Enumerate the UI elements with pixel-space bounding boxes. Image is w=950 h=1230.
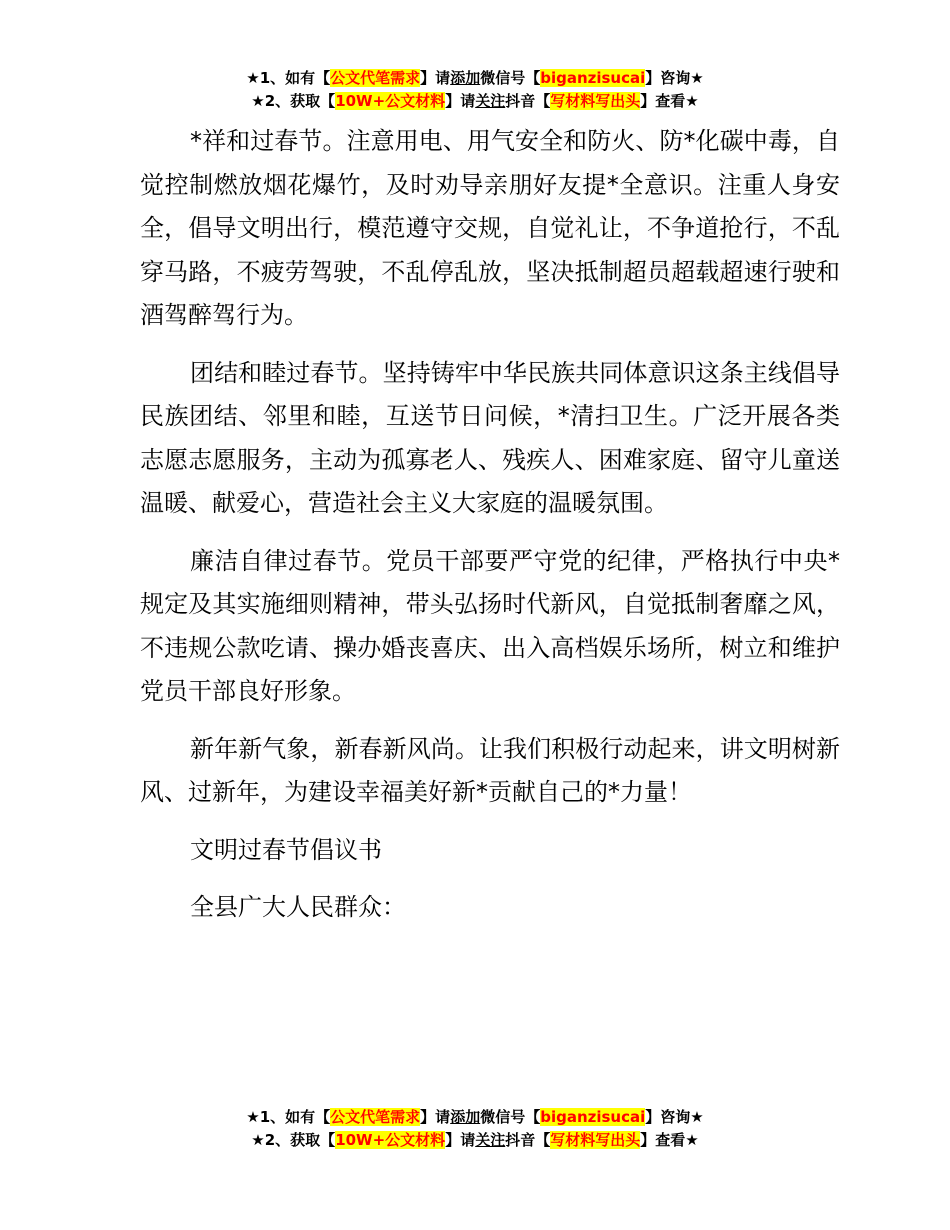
banner-line-1: ★1、如有【公文代笔需求】请添加微信号【biganzisucai】咨询★ (246, 69, 704, 87)
paragraph-closing: 新年新气象，新春新风尚。让我们积极行动起来，讲文明树新风、过新年，为建设幸福美好新*贡献自己的*力量！ (140, 734, 840, 806)
banner-highlight: 公文代笔需求 (330, 1108, 421, 1126)
document-title: 文明过春节倡议书 (190, 835, 382, 864)
banner-highlight: biganzisucai (540, 69, 646, 87)
paragraph-safety: *祥和过春节。注意用电、用气安全和防火、防*化碳中毒，自觉控制燃放烟花爆竹，及时劝导亲朋好友提*全意识。注重人身安全，倡导文明出行，模范遵守交规，自觉礼让，不争道抢行，不乱穿马路，不疲劳驾驶，不乱停乱放，坚决抵制超员超载超速行驶和酒驾醉驾行为。 (140, 127, 840, 329)
paragraph-unity: 团结和睦过春节。坚持铸牢中华民族共同体意识这条主线倡导民族团结、邻里和睦，互送节日问候，*清扫卫生。广泛开展各类志愿志愿服务，主动为孤寡老人、残疾人、困难家庭、留守儿童送温暖、献爱心，营造社会主义大家庭的温暖氛围。 (140, 358, 840, 517)
banner-highlight: 10W+公文材料 (335, 1131, 446, 1149)
footer-banner (0, 1106, 950, 1152)
banner-highlight: biganzisucai (540, 1108, 646, 1126)
banner-line-1: ★1、如有【公文代笔需求】请添加微信号【biganzisucai】咨询★ (246, 1108, 704, 1126)
banner-highlight: 公文代笔需求 (330, 69, 421, 87)
paragraph-integrity: 廉洁自律过春节。党员干部要严守党的纪律，严格执行中央*规定及其实施细则精神，带头弘扬时代新风，自觉抵制奢靡之风，不违规公款吃请、操办婚丧喜庆、出入高档娱乐场所，树立和维护党员干部良好形象。 (140, 546, 840, 705)
document-body (140, 120, 840, 944)
banner-line-2: ★2、获取【10W+公文材料】请关注抖音【写材料写出头】查看★ (251, 1131, 699, 1149)
banner-highlight: 10W+公文材料 (335, 92, 446, 110)
banner-line-2: ★2、获取【10W+公文材料】请关注抖音【写材料写出头】查看★ (251, 92, 699, 110)
banner-highlight: 写材料写出头 (550, 1131, 641, 1149)
header-banner (0, 67, 950, 113)
salutation: 全县广大人民群众： (190, 893, 406, 921)
banner-highlight: 写材料写出头 (550, 92, 641, 110)
